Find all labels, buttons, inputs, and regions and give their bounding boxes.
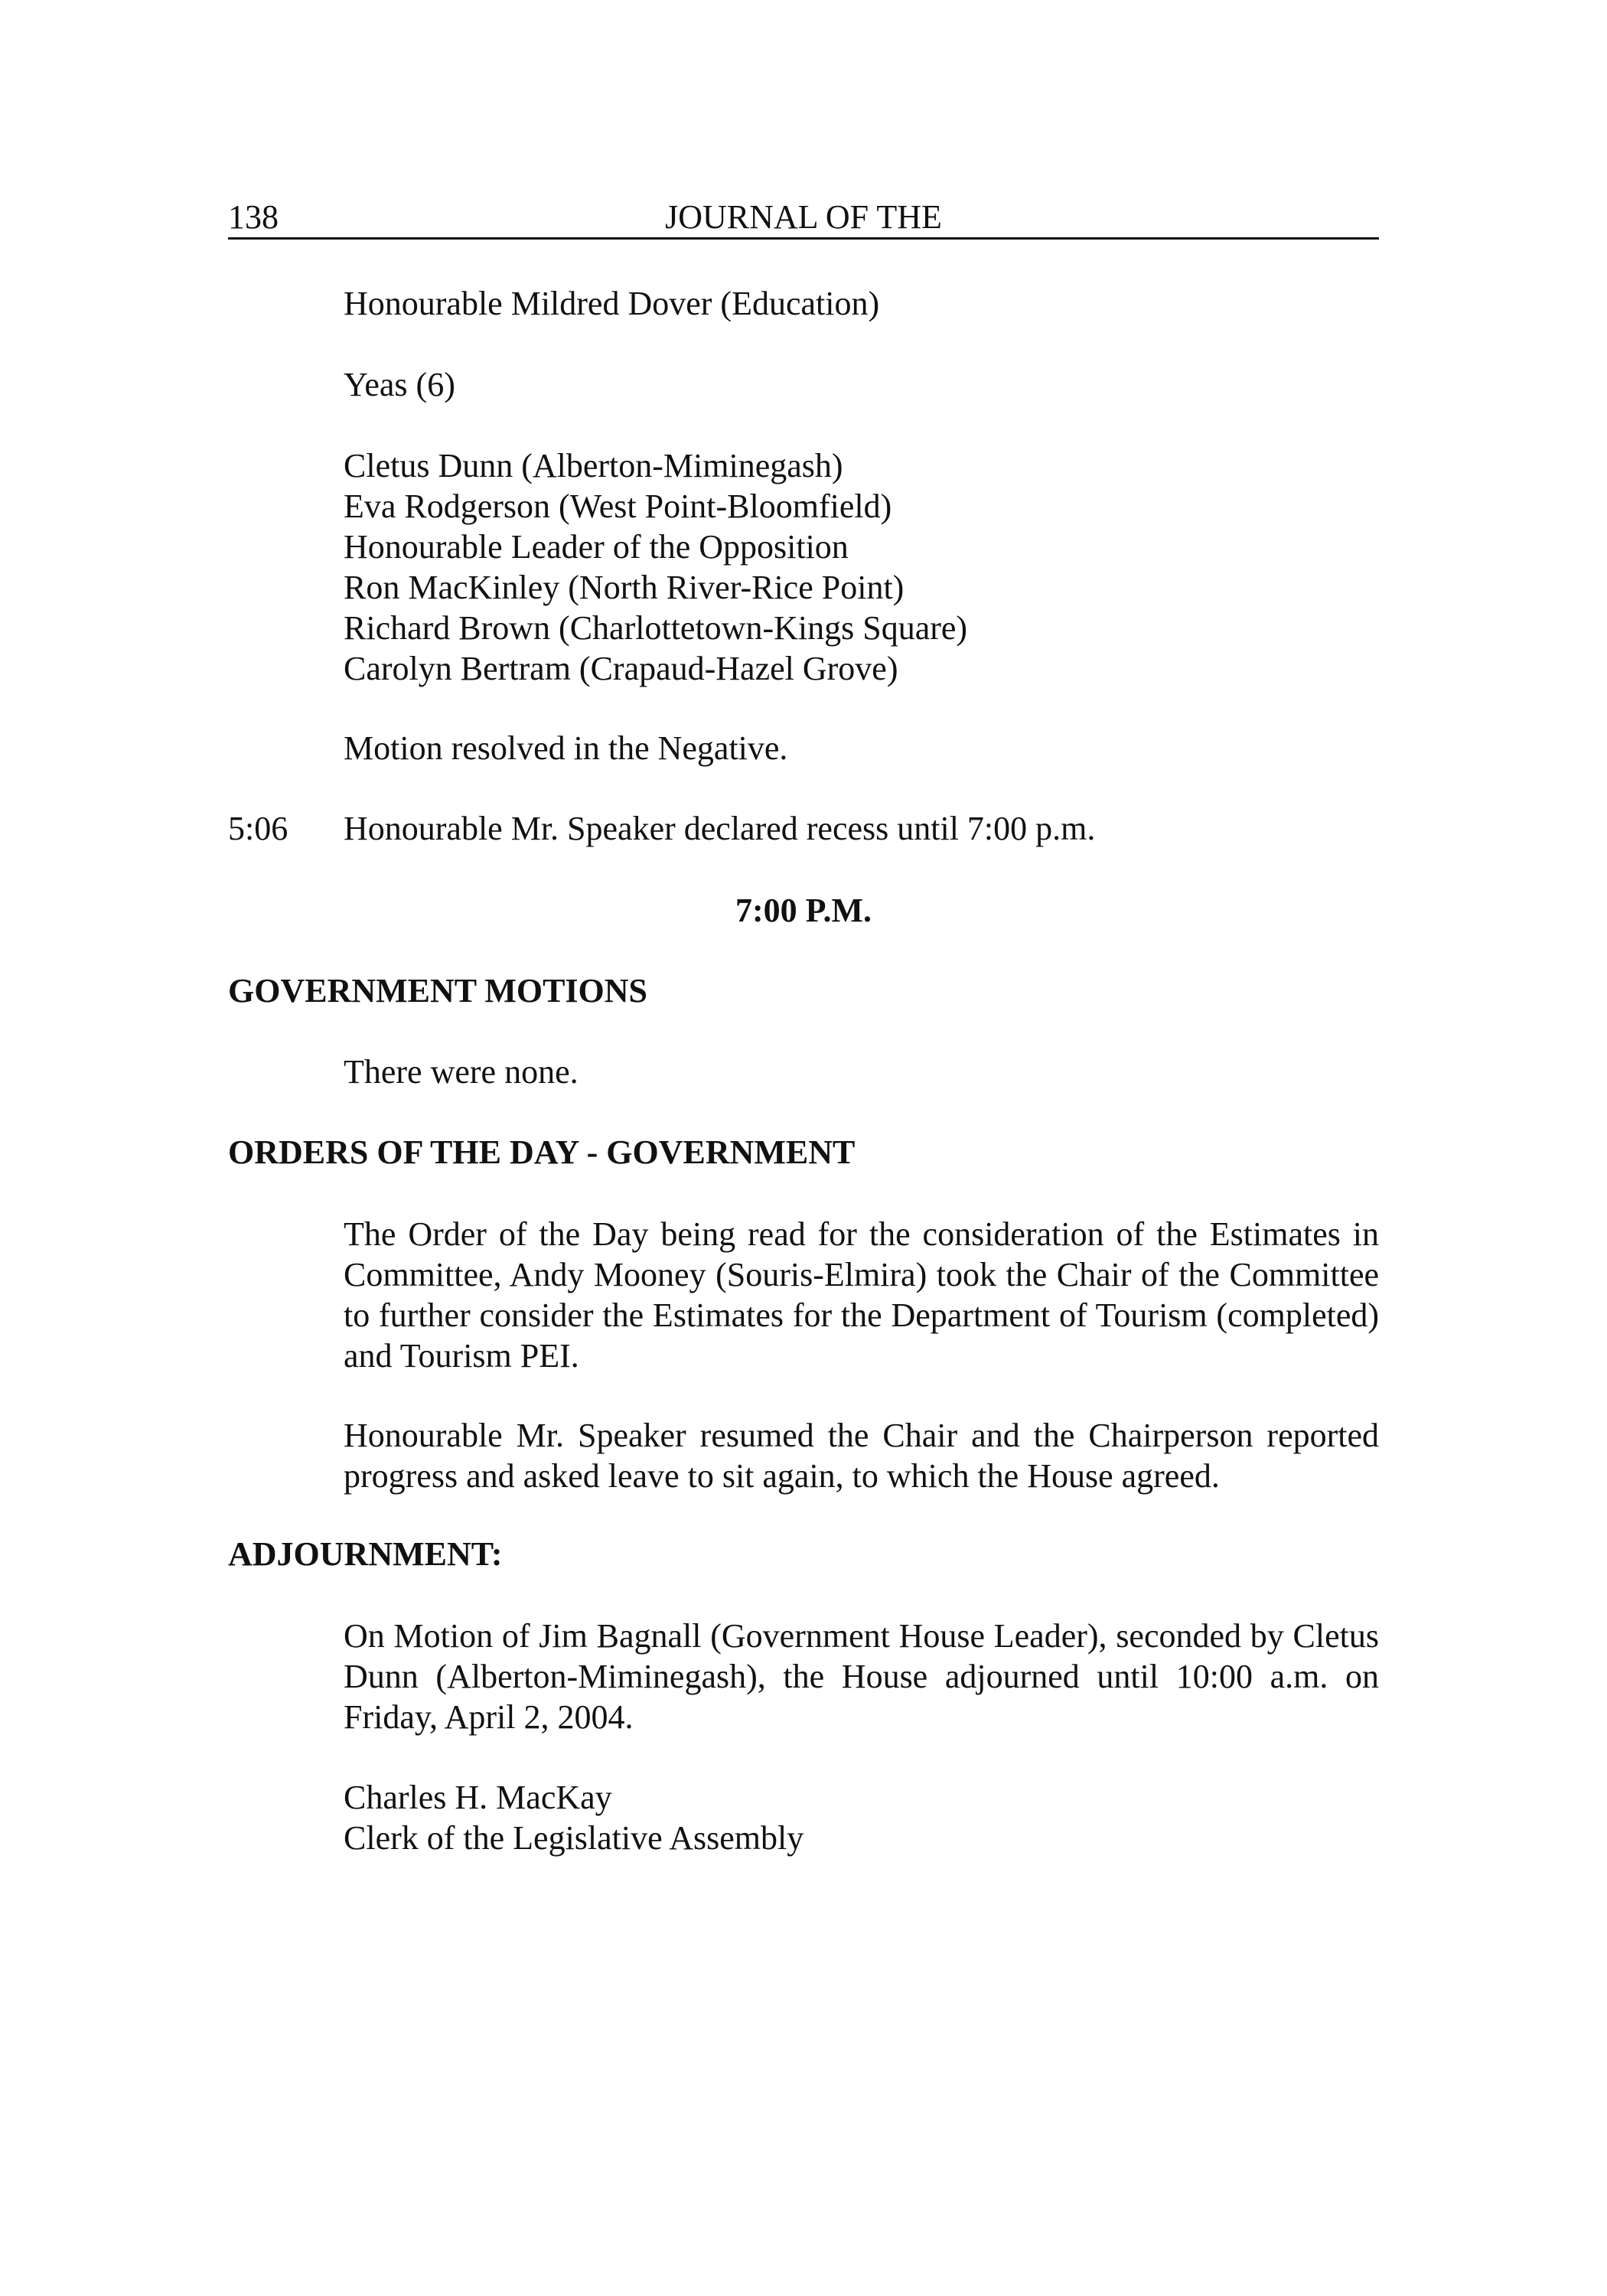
signatory-name: Charles H. MacKay (344, 1779, 612, 1816)
running-title: JOURNAL OF THE (665, 198, 942, 236)
list-item: Cletus Dunn (Alberton-Miminegash) (344, 447, 843, 484)
list-item: Carolyn Bertram (Crapaud-Hazel Grove) (344, 650, 898, 687)
signature-block (344, 1777, 1379, 1858)
list-item: Richard Brown (Charlottetown-Kings Square) (344, 609, 968, 647)
list-item: Honourable Leader of the Opposition (344, 528, 849, 566)
list-item: Ron MacKinley (North River-Rice Point) (344, 569, 905, 606)
adjournment-text: On Motion of Jim Bagnall (Government House Leader), seconded by Cletus Dunn (Alberton-Miminegash), the House adjourned until 10:00 a.m. on Friday, April 2, 2004. (344, 1617, 1379, 1736)
government-motions-heading: GOVERNMENT MOTIONS (228, 972, 648, 1009)
vote-result: Motion resolved in the Negative. (344, 729, 788, 767)
list-item: Eva Rodgerson (West Point-Bloomfield) (344, 488, 892, 525)
signatory-title: Clerk of the Legislative Assembly (344, 1819, 804, 1857)
yeas-member-list (344, 445, 1379, 689)
orders-paragraph-1: The Order of the Day being read for the consideration of the Estimates in Committee, Andy Mooney (Souris-Elmira) took the Chair of the Committee to further consider the Estimates for the Department of Tourism (completed) and Tourism PEI. (344, 1215, 1379, 1375)
government-motions-text: There were none. (344, 1053, 579, 1091)
page-header (228, 197, 1379, 240)
evening-session-heading: 7:00 P.M. (735, 892, 872, 929)
page-number: 138 (228, 198, 279, 236)
orders-of-the-day-heading: ORDERS OF THE DAY - GOVERNMENT (228, 1133, 856, 1171)
nay-member-line: Honourable Mildred Dover (Education) (344, 285, 880, 322)
recess-text: Honourable Mr. Speaker declared recess until 7:00 p.m. (344, 810, 1096, 847)
adjournment-heading: ADJOURNMENT: (228, 1535, 503, 1573)
recess-time: 5:06 (228, 810, 288, 847)
yeas-label: Yeas (6) (344, 366, 455, 403)
orders-paragraph-2: Honourable Mr. Speaker resumed the Chair and the Chairperson reported progress and asked leave to sit again, to which the House agreed. (344, 1417, 1379, 1495)
